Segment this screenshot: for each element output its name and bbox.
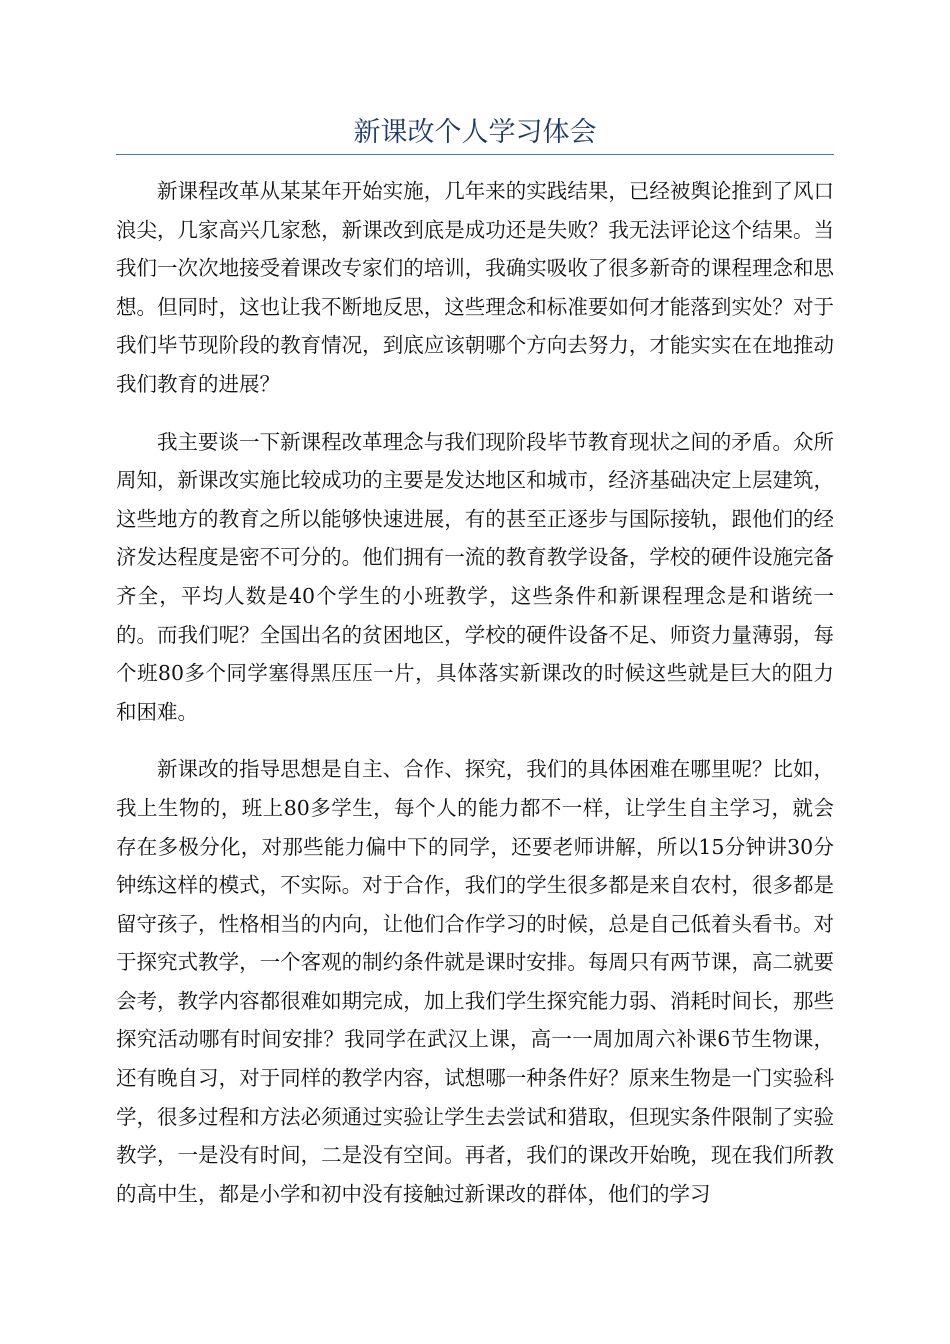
document-title: 新课改个人学习体会 — [353, 117, 597, 148]
paragraph-3: 新课改的指导思想是自主、合作、探究，我们的具体困难在哪里呢？比如，我上生物的，班上80多学生，每个人的能力都不一样，让学生自主学习，就会存在多极分化，对那些能力偏中下的同学，还要老师讲解，所以15分钟讲30分钟练这样的模式，不实际。对于合作，我们的学生很多都是来自农村，很多都是留守孩子，性格相当的内向，让他们合作学习的时候，总是自己低着头看书。对于探究式教学，一个客观的制约条件就是课时安排。每周只有两节课，高二就要会考，教学内容都很难如期完成，加上我们学生探究能力弱、消耗时间长，那些探究活动哪有时间安排？我同学在武汉上课，高一一周加周六补课6节生物课，还有晚自习，对于同样的教学内容，试想哪一种条件好？原来生物是一门实验科学，很多过程和方法必须通过实验让学生去尝试和猎取，但现实条件限制了实验教学，一是没有时间，二是没有空间。再者，我们的课改开始晚，现在我们所教的高中生，都是小学和初中没有接触过新课改的群体，他们的学习 — [116, 757, 834, 1206]
document-body — [116, 172, 834, 1232]
paragraph-1: 新课程改革从某某年开始实施，几年来的实践结果，已经被舆论推到了风口浪尖，几家高兴几家愁，新课改到底是成功还是失败？我无法评论这个结果。当我们一次次地接受着课改专家们的培训，我确实吸收了很多新奇的课程理念和思想。但同时，这也让我不断地反思，这些理念和标准要如何才能落到实处？对于我们毕节现阶段的教育情况，到底应该朝哪个方向去努力，才能实实在在地推动我们教育的进展？ — [116, 179, 834, 396]
paragraph-2: 我主要谈一下新课程改革理念与我们现阶段毕节教育现状之间的矛盾。众所周知，新课改实施比较成功的主要是发达地区和城市，经济基础决定上层建筑，这些地方的教育之所以能够快速进展，有的甚至正逐步与国际接轨，跟他们的经济发达程度是密不可分的。他们拥有一流的教育教学设备，学校的硬件设施完备齐全，平均人数是40个学生的小班教学，这些条件和新课程理念是和谐统一的。而我们呢？全国出名的贫困地区，学校的硬件设备不足、师资力量薄弱，每个班80多个同学塞得黑压压一片，具体落实新课改的时候这些就是巨大的阻力和困难。 — [116, 429, 834, 724]
title-underline — [116, 154, 834, 155]
